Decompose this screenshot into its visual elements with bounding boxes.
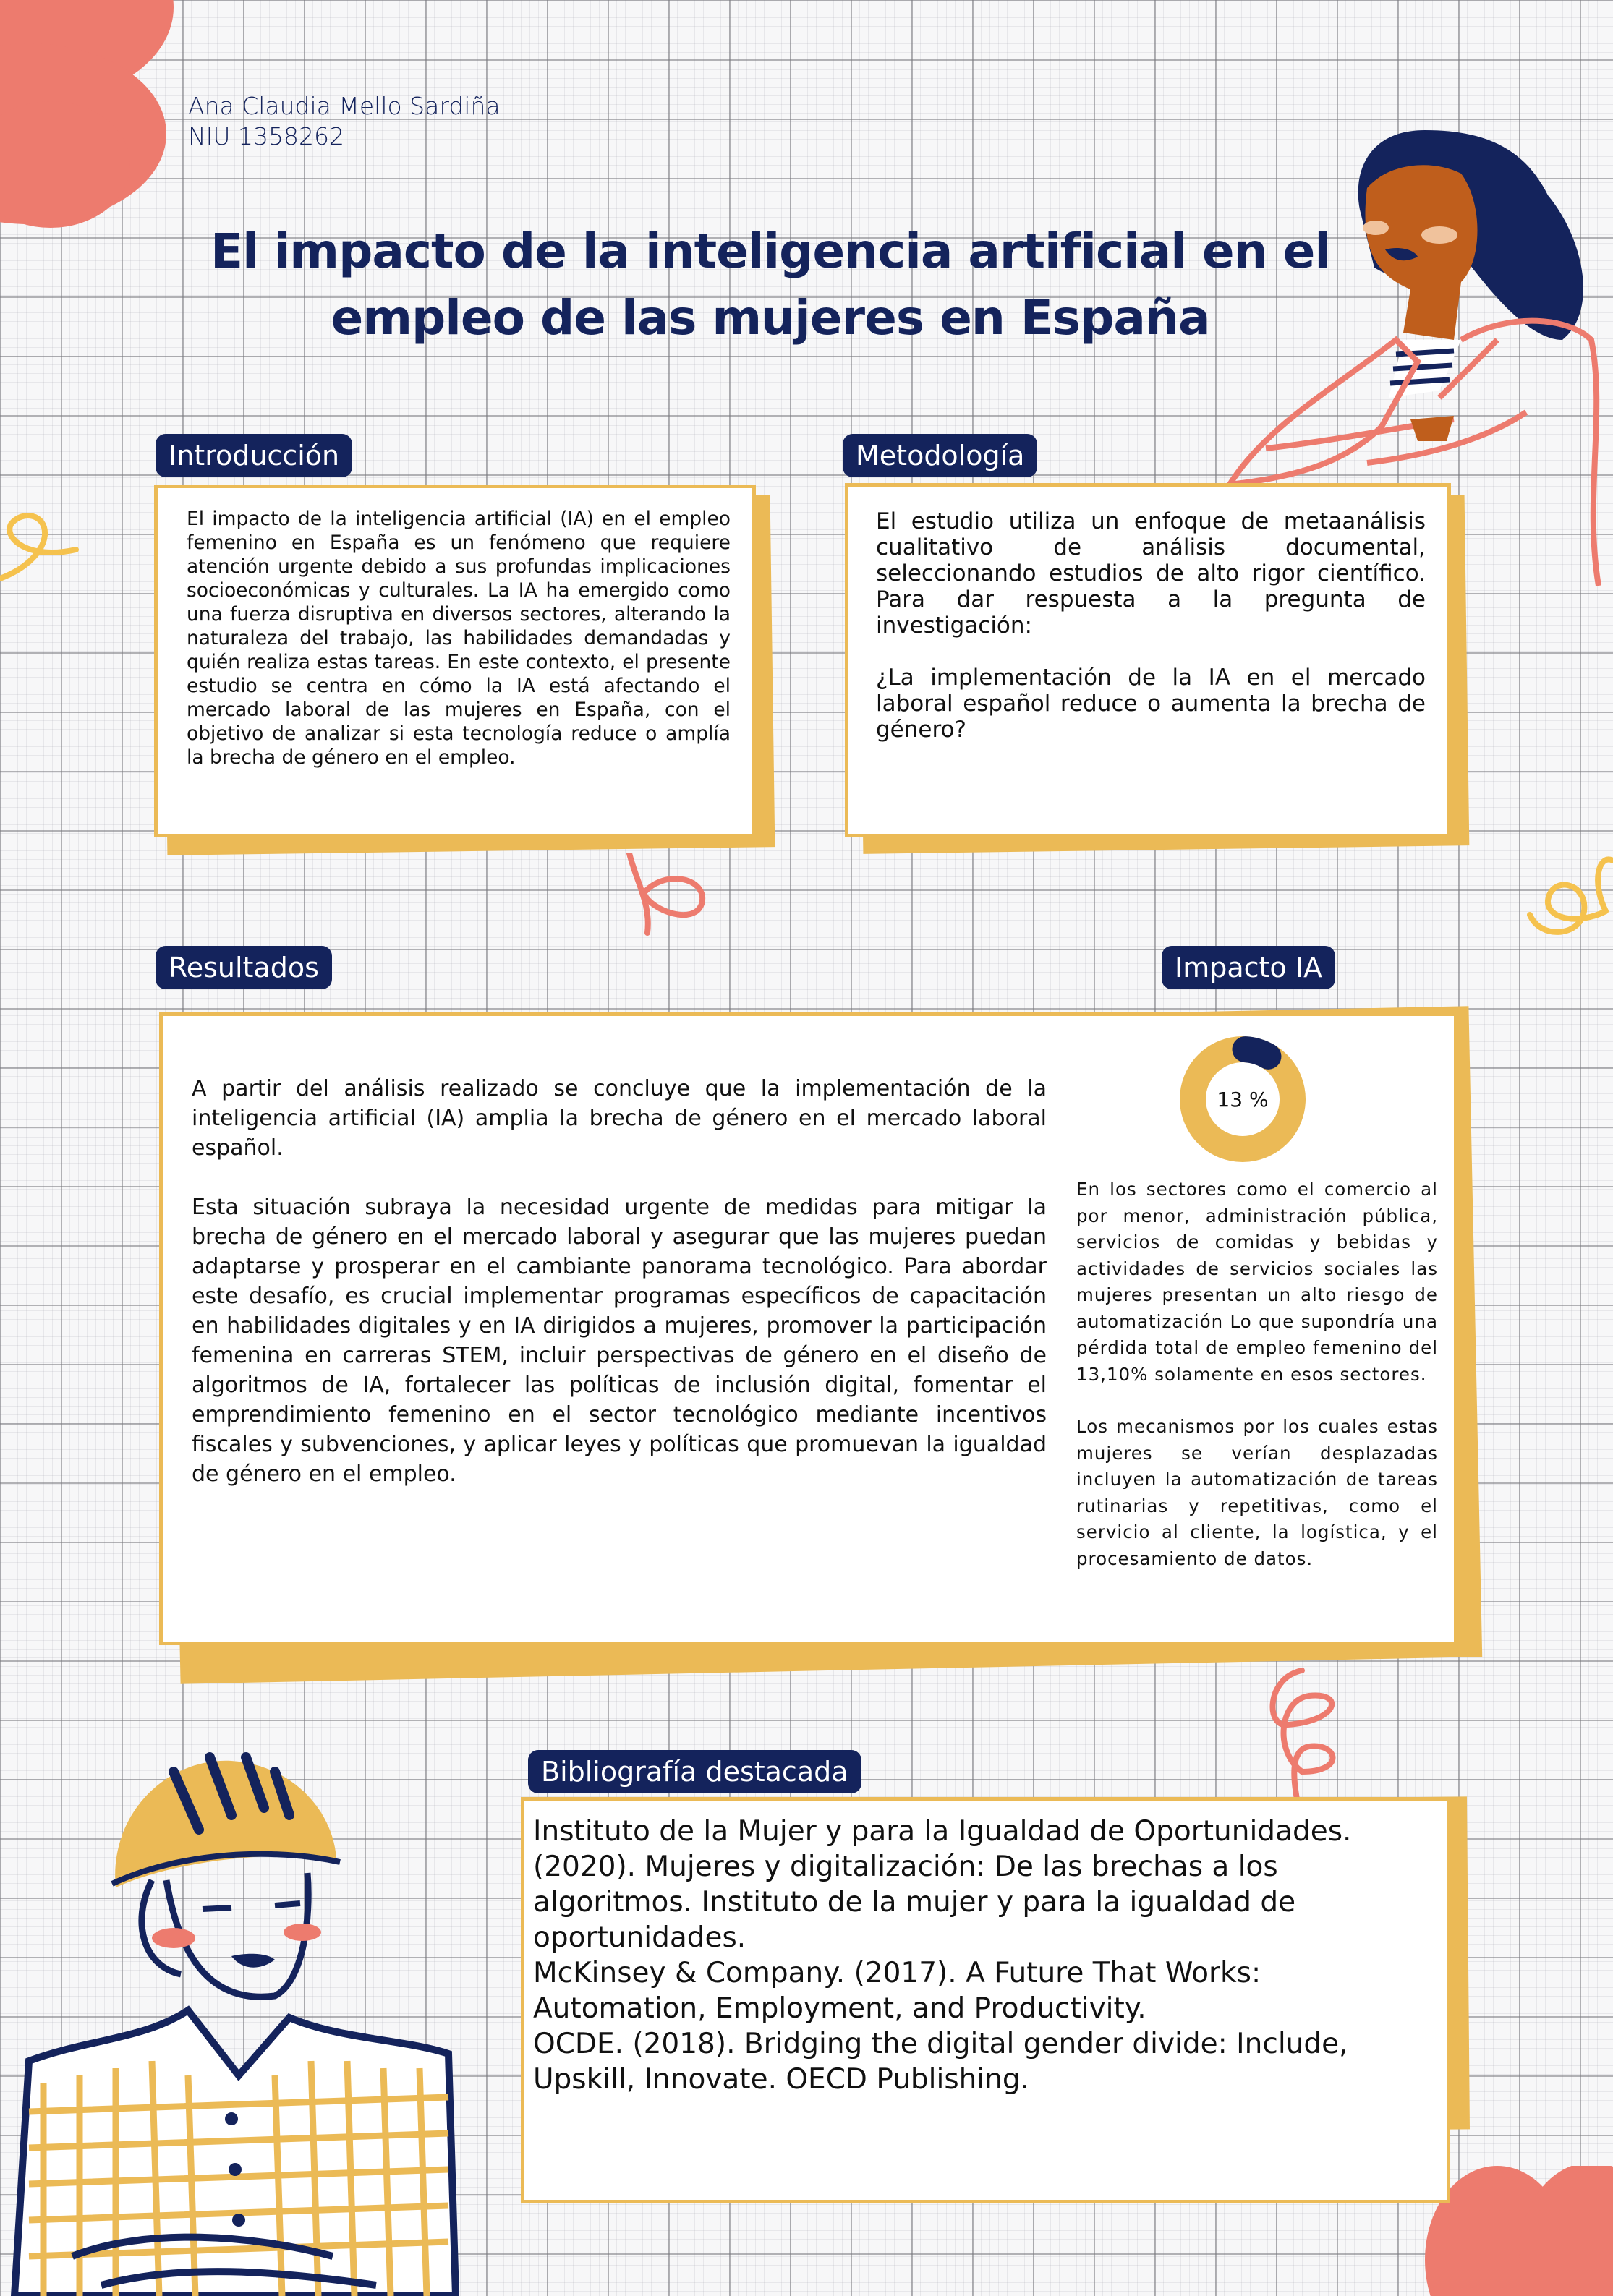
resultados-text-column — [192, 1074, 1047, 1489]
resultados-text-2: Esta situación subraya la necesidad urgente de medidas para mitigar la brecha de género en el mercado laboral y asegurar que las mujeres puedan adaptarse y prosperar en el cambiante panorama tecnológico. Para abordar este desafío, es crucial implementar programas específicos de capacitación en habilidades digitales y en IA dirigidos a mujeres, promover la participación femenina en carreras STEM, incluir perspectivas de género en el diseño de algoritmos de IA, fortalecer las políticas de inclusión digital, fomentar el emprendimiento femenino en el sector tecnológico mediante incentivos fiscales y subvenciones, y aplicar leyes y políticas que promuevan la igualdad de género en el empleo. — [192, 1195, 1047, 1487]
author-name: Ana Claudia Mello Sardiña — [188, 92, 501, 120]
metodologia-card — [845, 483, 1451, 837]
bibliografia-entry: OCDE. (2018). Bridging the digital gender divide: Include, Upskill, Innovate. OECD Publishing. — [533, 2028, 1348, 2096]
yellow-squiggle-right-icon — [1526, 846, 1613, 940]
bibliografia-heading: Bibliografía destacada — [528, 1750, 861, 1793]
impacto-text-column — [1076, 1177, 1438, 1572]
introduccion-heading: Introducción — [156, 434, 352, 477]
yellow-squiggle-left-icon — [0, 506, 87, 593]
resultados-heading: Resultados — [156, 946, 332, 989]
page-title-line-2: empleo de las mujeres en España — [331, 290, 1210, 346]
introduccion-text: El impacto de la inteligencia artificial (IA) en el empleo femenino en España es un fenómeno que requiere atención urgente debido a sus profundas implicaciones socioeconómicas y culturales. La IA ha emergido como una fuerza disruptiva en diversos sectores, alterando la naturaleza del trabajo, las habilidades demandadas y quién realiza estas tareas. En este contexto, el presente estudio se centra en cómo la IA está afectando el mercado laboral de las mujeres en España, con el objetivo de analizar si esta tecnología reduce o amplía la brecha de género en el empleo. — [187, 508, 731, 769]
author-block — [188, 91, 501, 152]
coral-blob-bottom-right — [1425, 2166, 1613, 2296]
page-title — [123, 218, 1418, 351]
coral-squiggle-bottom-icon — [1259, 1663, 1338, 1808]
donut-value-arc — [1245, 1049, 1268, 1057]
coral-squiggle-middle-icon — [622, 853, 709, 947]
construction-worker-illustration-icon — [0, 1736, 470, 2296]
metodologia-question: ¿La implementación de la IA en el mercado laboral español reduce o aumenta la brecha de género? — [876, 665, 1426, 743]
impacto-text-1: En los sectores como el comercio al por menor, administración pública, servicios de comidas y bebidas y actividades de servicios sociales las mujeres presentan un alto riesgo de automatización Lo que supondría una pérdida total de empleo femenino del 13,10% solamente en esos sectores. — [1076, 1179, 1438, 1385]
bibliografia-list — [533, 1814, 1441, 2097]
author-id: NIU 1358262 — [188, 122, 345, 150]
impacto-heading: Impacto IA — [1162, 946, 1335, 989]
introduccion-card — [154, 485, 756, 837]
resultados-text-1: A partir del análisis realizado se concluye que la implementación de la inteligencia artificial (IA) amplia la brecha de género en el mercado laboral español. — [192, 1076, 1047, 1161]
donut-label: 13 % — [1217, 1088, 1269, 1111]
bibliografia-card — [521, 1797, 1450, 2203]
impacto-text-2: Los mecanismos por los cuales estas mujeres se verían desplazadas incluyen la automatización de tareas rutinarias y repetitivas, como el servicio al cliente, la logística, y el procesamiento de datos. — [1076, 1416, 1438, 1569]
impacto-donut-chart — [1174, 1030, 1311, 1168]
bibliografia-entry: Instituto de la Mujer y para la Igualdad de Oportunidades. (2020). Mujeres y digitalización: De las brechas a los algoritmos. Instituto de la mujer y para la igualdad de oportunidades. — [533, 1815, 1352, 1954]
metodologia-text-1: El estudio utiliza un enfoque de metaanálisis cualitativo de análisis documental, seleccionando estudios de alto rigor científico. Para dar respuesta a la pregunta de investigación: — [876, 508, 1426, 639]
bibliografia-entry: McKinsey & Company. (2017). A Future That Works: Automation, Employment, and Productivity. — [533, 1957, 1261, 2025]
resultados-card — [159, 1012, 1457, 1645]
page-title-line-1: El impacto de la inteligencia artificial en el — [210, 223, 1330, 279]
coral-blob-top-left — [0, 0, 181, 231]
metodologia-heading: Metodología — [843, 434, 1037, 477]
